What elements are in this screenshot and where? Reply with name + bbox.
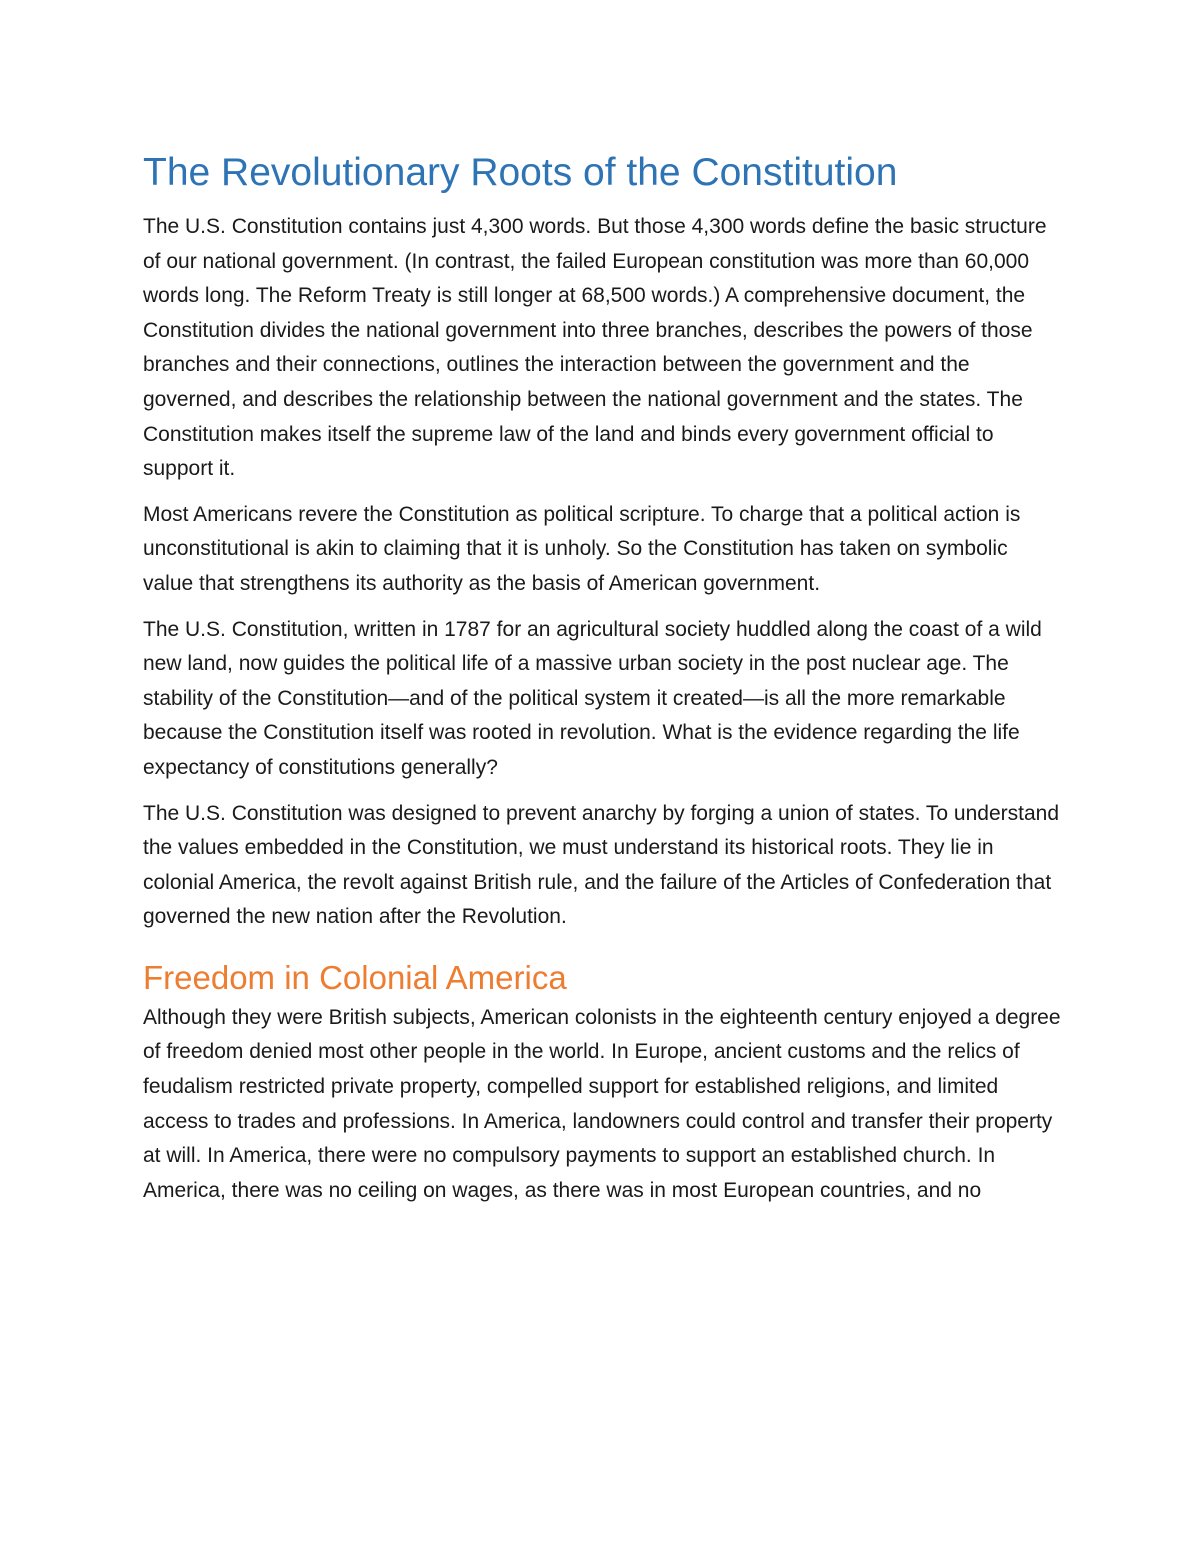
paragraph-colonial-freedom: Although they were British subjects, American colonists in the eighteenth century enjoyed a degree of freedom denied most other people in the world. In Europe, ancient customs and the relics of feudalism restricted private property, compelled support for established religions, and limited access to trades and professions. In America, landowners could control and transfer their property at will. In America, there were no compulsory payments to support an established church. In America, there was no ceiling on wages, as there was in most European countries, and no — [143, 1005, 1061, 1202]
paragraph-historical-roots: The U.S. Constitution was designed to prevent anarchy by forging a union of states. To understand the values embedded in the Constitution, we must understand its historical roots. They lie in colonial America, the revolt against British rule, and the failure of the Articles of Confederation that governed the new nation after the Revolution. — [143, 801, 1060, 929]
paragraph-political-scripture: Most Americans revere the Constitution as political scripture. To charge that a political action is unconstitutional is akin to claiming that it is unholy. So the Constitution has taken on symbolic value that strengthens its authority as the basis of American government. — [143, 502, 1021, 595]
document-title: The Revolutionary Roots of the Constitution — [143, 151, 898, 194]
section-heading: Freedom in Colonial America — [143, 958, 567, 996]
paragraph-word-count: The U.S. Constitution contains just 4,300 words. But those 4,300 words define the basic structure of our national government. (In contrast, the failed European constitution was more than 60,000 words long. The Reform Treaty is still longer at 68,500 words.) A comprehensive document, the Constitution divides the national government into three branches, describes the powers of those branches and their connections, outlines the interaction between the government and the governed, and describes the relationship between the national government and the states. The Constitution makes itself the supreme law of the land and binds every government official to support it. — [143, 215, 1047, 481]
paragraph-stability: The U.S. Constitution, written in 1787 for an agricultural society huddled along the coast of a wild new land, now guides the political life of a massive urban society in the post nuclear age. The stability of the Constitution—and of the political system it created—is all the more remarkable because the Constitution itself was rooted in revolution. What is the evidence regarding the life expectancy of constitutions generally? — [143, 617, 1042, 779]
document-body — [143, 150, 1063, 1219]
